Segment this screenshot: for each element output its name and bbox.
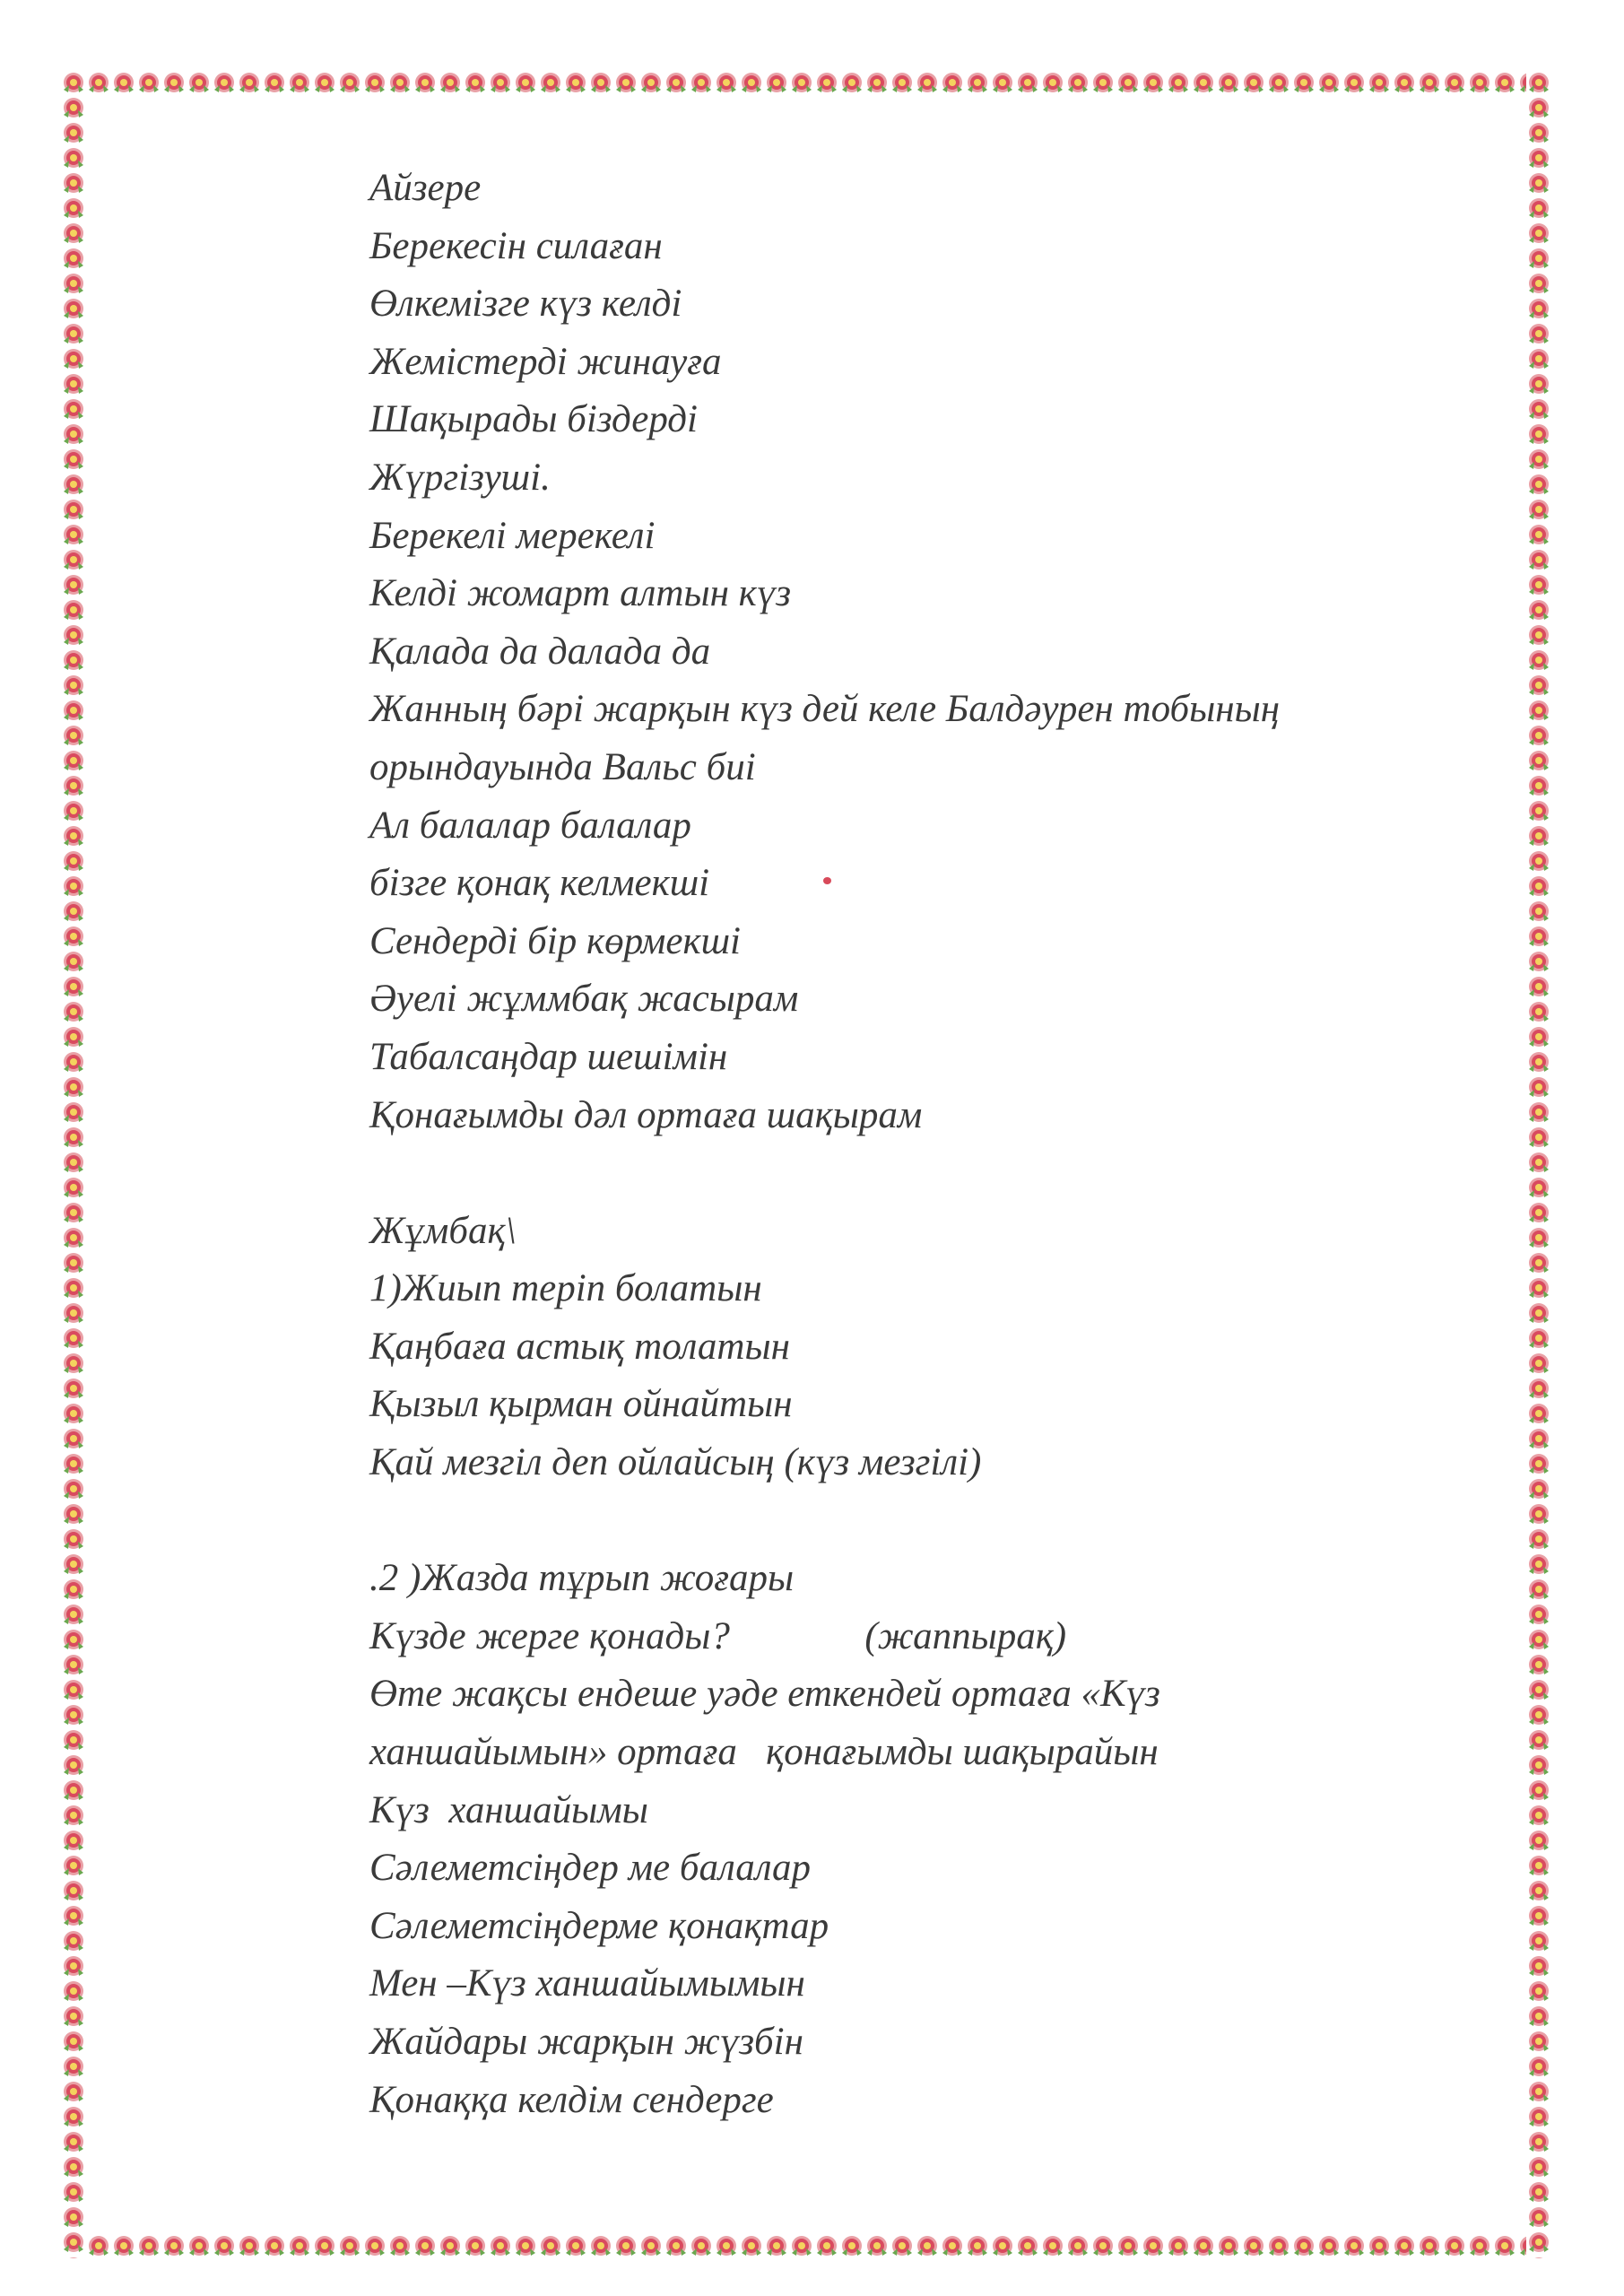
text-line: Айзере [369,167,482,209]
text-line: 1)Жиып теріп болатын [369,1267,762,1310]
text-line: Жайдары жарқын жүзбін [369,2021,803,2063]
flower-border-top [61,70,1551,95]
text-line: Мен –Күз ханшайымымын [369,1962,805,2005]
text-line: Қай мезгіл деп ойлайсың (күз мезгілі) [369,1441,982,1484]
blank-line [369,1144,1446,1203]
flower-border-right [1526,70,1551,2258]
text-line: .2 )Жазда тұрып жоғары [369,1557,795,1600]
text-line: Берекесін силаған [369,224,663,267]
text-line: Әуелі жұммбақ жасырам [369,978,799,1021]
text-line: Күзде жерге қонады? (жаппырақ) [369,1614,1067,1657]
poem-text [369,160,1446,2129]
text-line: Берекелі мерекелі [369,514,656,557]
text-line: Ал балалар балалар [369,804,691,847]
text-line: Өте жақсы ендеше уәде еткендей ортаға «Күз [369,1673,1160,1716]
text-line: Қалада да далада да [369,630,711,673]
text-line: Қонағымды дәл ортаға шақырам [369,1093,923,1136]
text-line: Жемістерді жинауға [369,340,722,383]
text-line: Өлкемізге күз келді [369,283,682,326]
flower-border-left [61,70,86,2258]
text-line: Келді жомарт алтын күз [369,572,792,615]
text-line: Жанның бәрі жарқын күз дей келе Балдәурен тобының [369,688,1281,731]
flower-border-bottom [61,2233,1551,2258]
text-line: Қаңбаға астық толатын [369,1325,790,1368]
text-line: Жүргізуші. [369,456,551,499]
text-line: Сәлеметсіңдерме қонақтар [369,1904,829,1947]
text-line: Қызыл қырман ойнайтын [369,1383,793,1426]
text-line: Қонаққа келдім сендерге [369,2078,774,2121]
text-line: Жұмбақ\ [369,1209,517,1252]
text-line: бізге қонақ келмекші [369,862,710,905]
text-line: ханшайымын» ортаға қонағымды шақырайын [369,1731,1159,1774]
text-line: Күз ханшайымы [369,1788,648,1831]
text-line: Сәлеметсіңдер ме балалар [369,1847,812,1890]
text-line: Сендерді бір көрмекші [369,919,741,962]
text-line: Табалсаңдар шешімін [369,1035,728,1078]
text-line: Шақырады біздерді [369,398,698,441]
blank-line [369,1492,1446,1551]
text-line: орындауында Вальс биі [369,745,756,788]
